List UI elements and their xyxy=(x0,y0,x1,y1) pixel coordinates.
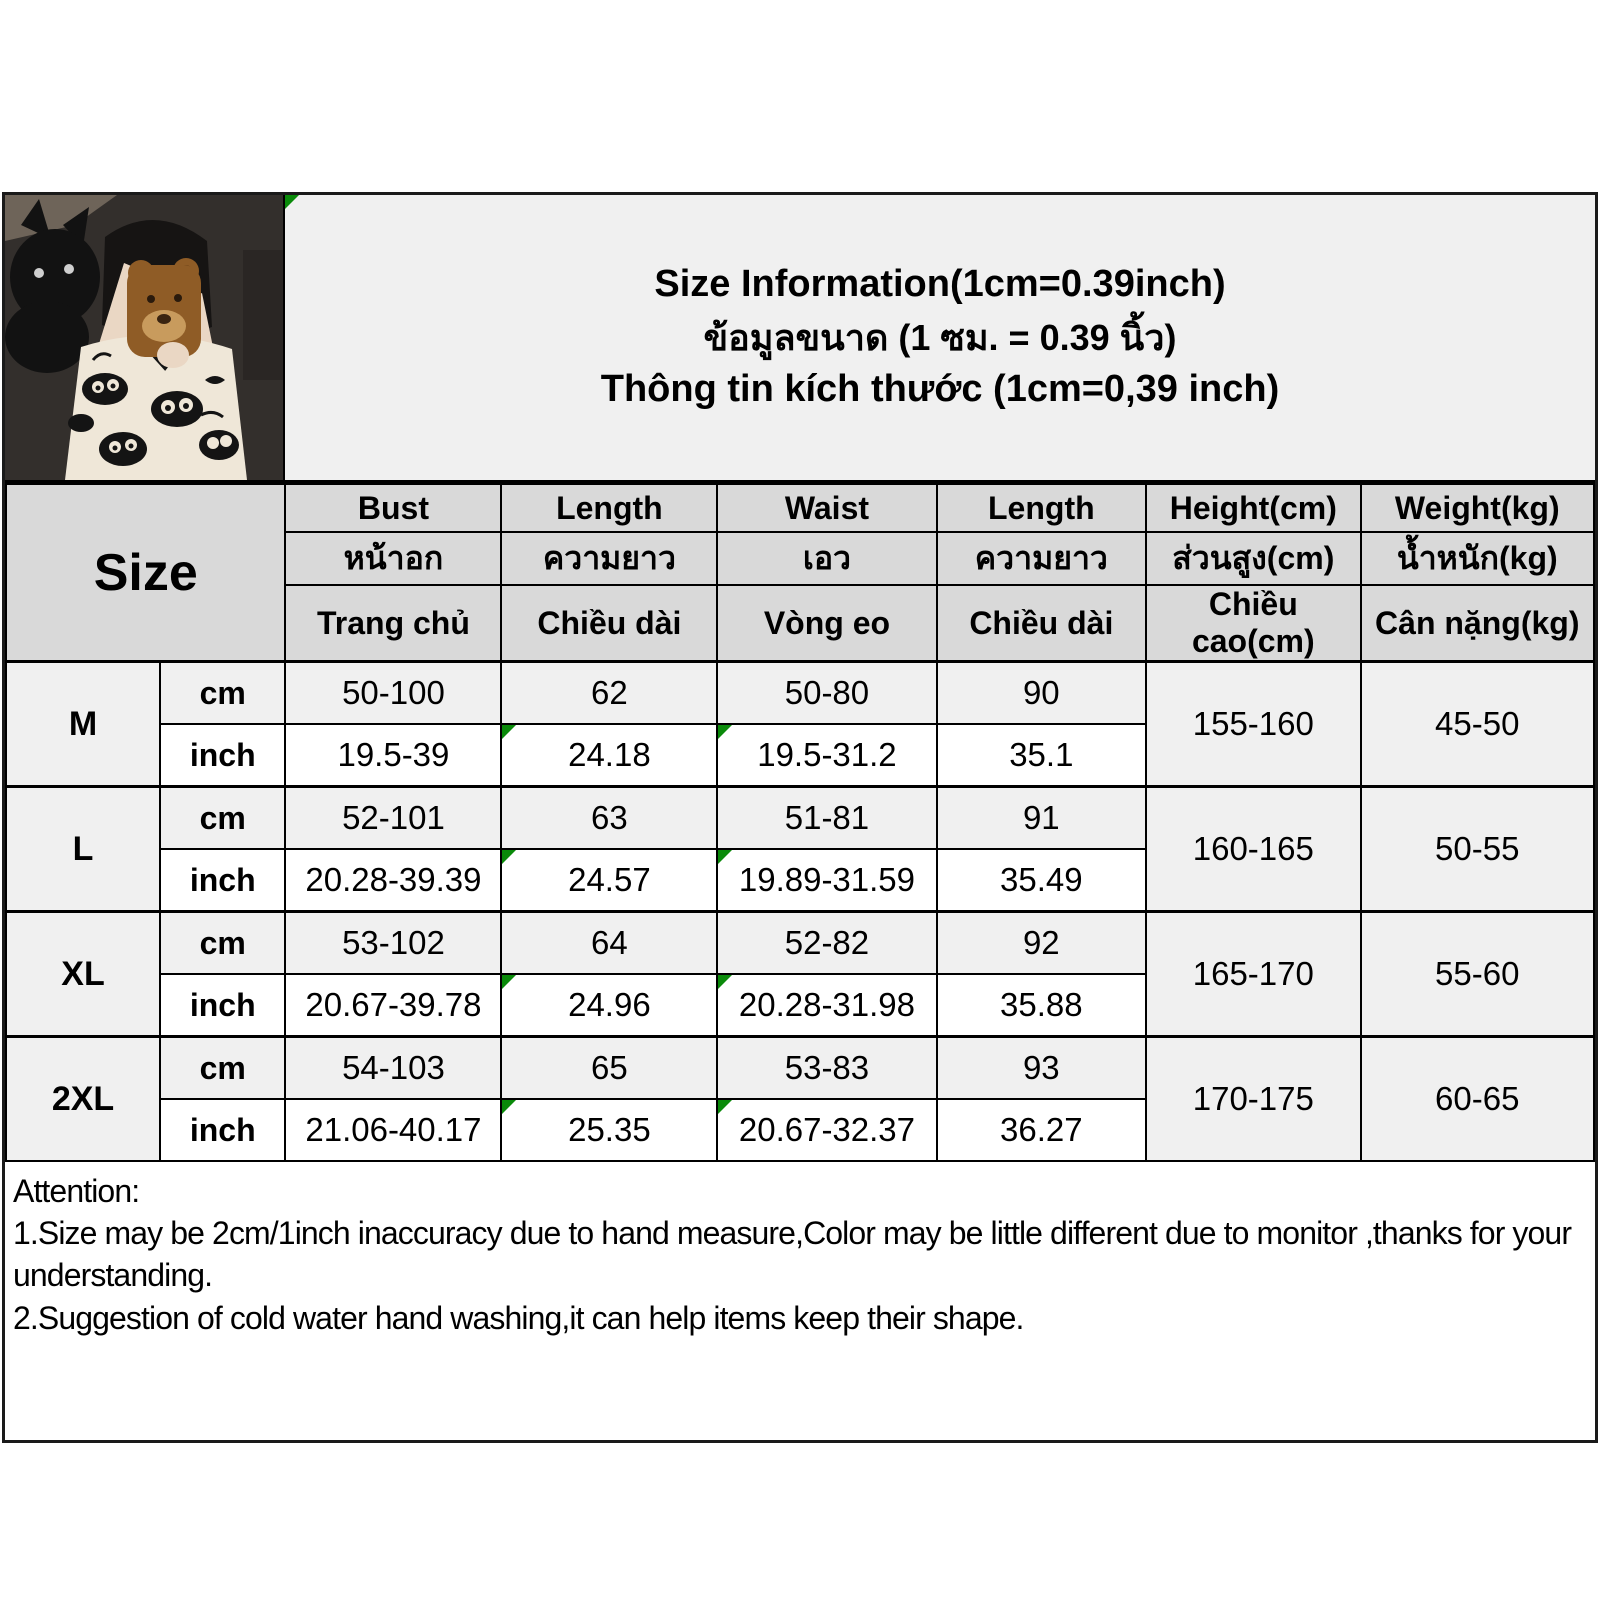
product-photo xyxy=(5,195,285,480)
xl-height: 165-170 xyxy=(1146,912,1360,1037)
m-inch-length2: 35.1 xyxy=(937,724,1147,787)
2xl-cm-waist: 53-83 xyxy=(717,1037,936,1100)
l-inch-waist: 19.89-31.59 xyxy=(717,849,936,912)
m-cm-waist: 50-80 xyxy=(717,662,936,725)
col-header-bust-en: Bust xyxy=(285,484,501,532)
xl-weight: 55-60 xyxy=(1361,912,1595,1037)
l-inch-length2: 35.49 xyxy=(937,849,1147,912)
2xl-cm-length: 65 xyxy=(501,1037,717,1100)
size-table-header xyxy=(6,484,1594,662)
m-cm-length2: 90 xyxy=(937,662,1147,725)
size-information-title-box xyxy=(285,195,1595,480)
size-table xyxy=(5,483,1595,1162)
2xl-inch-length: 25.35 xyxy=(501,1099,717,1161)
attention-heading: Attention: xyxy=(13,1173,140,1209)
col-header-bust-th: หน้าอก xyxy=(285,532,501,585)
unit-label-inch: inch xyxy=(160,849,285,912)
m-cm-bust: 50-100 xyxy=(285,662,501,725)
col-header-weight-vi: Cân nặng(kg) xyxy=(1361,585,1595,662)
xl-cm-waist: 52-82 xyxy=(717,912,936,975)
unit-label-inch: inch xyxy=(160,974,285,1037)
table-row-m-cm xyxy=(6,662,1594,725)
size-label-2xl: 2XL xyxy=(6,1037,160,1162)
col-header-height-en: Height(cm) xyxy=(1146,484,1360,532)
xl-cm-bust: 53-102 xyxy=(285,912,501,975)
table-row-xl-cm xyxy=(6,912,1594,975)
size-chart-sheet xyxy=(2,192,1598,1443)
attention-note-1: 1.Size may be 2cm/1inch inaccuracy due to hand measure,Color may be little different due to monitor ,thanks for your understanding. xyxy=(13,1215,1572,1294)
2xl-inch-bust: 21.06-40.17 xyxy=(285,1099,501,1161)
2xl-inch-length2: 36.27 xyxy=(937,1099,1147,1161)
size-label-m: M xyxy=(6,662,160,787)
size-label-l: L xyxy=(6,787,160,912)
col-header-length-en: Length xyxy=(501,484,717,532)
title-english: Size Information(1cm=0.39inch) xyxy=(654,262,1226,305)
m-inch-length: 24.18 xyxy=(501,724,717,787)
col-header-length2-vi: Chiều dài xyxy=(937,585,1147,662)
2xl-inch-waist: 20.67-32.37 xyxy=(717,1099,936,1161)
attention-section xyxy=(5,1162,1595,1440)
col-header-length2-th: ความยาว xyxy=(937,532,1147,585)
m-cm-length: 62 xyxy=(501,662,717,725)
unit-label-inch: inch xyxy=(160,724,285,787)
unit-label-cm: cm xyxy=(160,912,285,975)
table-row-2xl-cm xyxy=(6,1037,1594,1100)
col-header-waist-vi: Vòng eo xyxy=(717,585,936,662)
l-cm-waist: 51-81 xyxy=(717,787,936,850)
m-inch-bust: 19.5-39 xyxy=(285,724,501,787)
col-header-bust-vi: Trang chủ xyxy=(285,585,501,662)
l-inch-length: 24.57 xyxy=(501,849,717,912)
col-header-length2-en: Length xyxy=(937,484,1147,532)
col-header-length-vi: Chiều dài xyxy=(501,585,717,662)
m-height: 155-160 xyxy=(1146,662,1360,787)
size-label-xl: XL xyxy=(6,912,160,1037)
l-height: 160-165 xyxy=(1146,787,1360,912)
l-cm-length: 63 xyxy=(501,787,717,850)
unit-label-inch: inch xyxy=(160,1099,285,1161)
xl-inch-length: 24.96 xyxy=(501,974,717,1037)
col-header-waist-en: Waist xyxy=(717,484,936,532)
l-cm-bust: 52-101 xyxy=(285,787,501,850)
xl-inch-length2: 35.88 xyxy=(937,974,1147,1037)
l-inch-bust: 20.28-39.39 xyxy=(285,849,501,912)
unit-label-cm: cm xyxy=(160,662,285,725)
m-inch-waist: 19.5-31.2 xyxy=(717,724,936,787)
unit-label-cm: cm xyxy=(160,1037,285,1100)
col-header-weight-th: น้ำหนัก(kg) xyxy=(1361,532,1595,585)
col-header-height-th: ส่วนสูง(cm) xyxy=(1146,532,1360,585)
m-weight: 45-50 xyxy=(1361,662,1595,787)
col-header-waist-th: เอว xyxy=(717,532,936,585)
table-row-l-cm xyxy=(6,787,1594,850)
unit-label-cm: cm xyxy=(160,787,285,850)
col-header-height-vi: Chiều cao(cm) xyxy=(1146,585,1360,662)
xl-cm-length: 64 xyxy=(501,912,717,975)
xl-cm-length2: 92 xyxy=(937,912,1147,975)
title-thai: ข้อมูลขนาด (1 ซม. = 0.39 นิ้ว) xyxy=(703,316,1177,358)
size-column-header: Size xyxy=(6,484,285,662)
2xl-weight: 60-65 xyxy=(1361,1037,1595,1162)
2xl-cm-length2: 93 xyxy=(937,1037,1147,1100)
col-header-length-th: ความยาว xyxy=(501,532,717,585)
2xl-height: 170-175 xyxy=(1146,1037,1360,1162)
product-photo-illustration xyxy=(5,195,283,480)
header-row xyxy=(5,195,1595,483)
xl-inch-bust: 20.67-39.78 xyxy=(285,974,501,1037)
l-cm-length2: 91 xyxy=(937,787,1147,850)
title-vietnamese: Thông tin kích thước (1cm=0,39 inch) xyxy=(600,368,1280,411)
2xl-cm-bust: 54-103 xyxy=(285,1037,501,1100)
l-weight: 50-55 xyxy=(1361,787,1595,912)
xl-inch-waist: 20.28-31.98 xyxy=(717,974,936,1037)
attention-note-2: 2.Suggestion of cold water hand washing,it can help items keep their shape. xyxy=(13,1299,1024,1336)
col-header-weight-en: Weight(kg) xyxy=(1361,484,1595,532)
